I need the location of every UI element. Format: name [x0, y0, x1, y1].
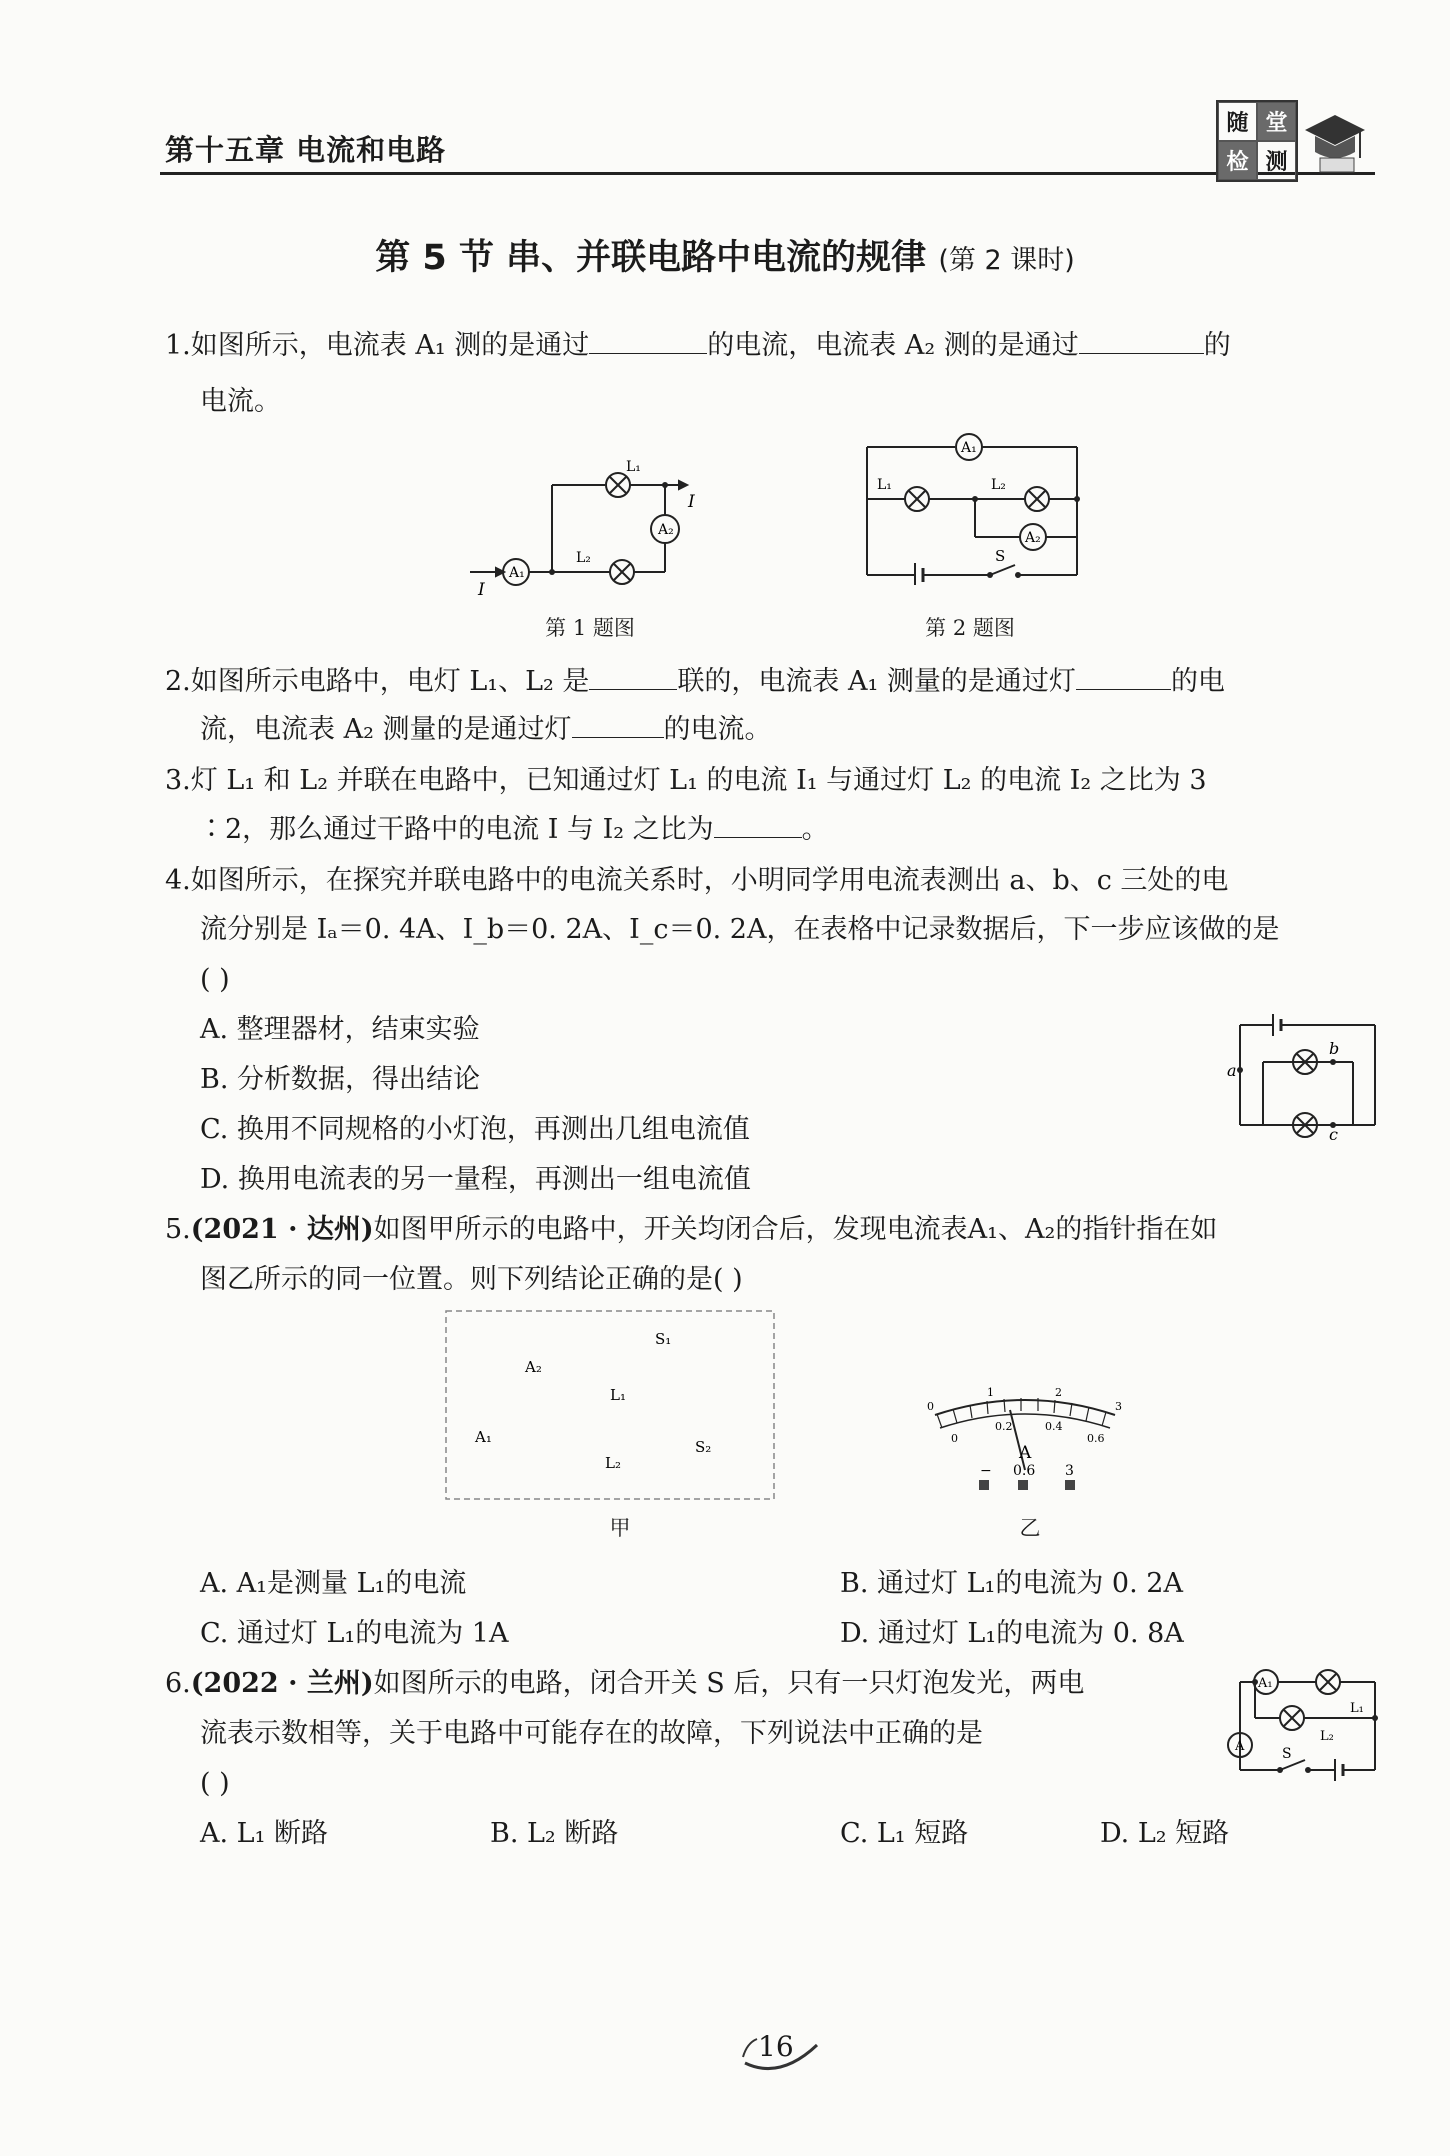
switch-label: S: [1282, 1746, 1292, 1762]
dial-tick: 1: [987, 1386, 994, 1399]
question-2-continued: [200, 706, 1420, 754]
question-1: [165, 322, 1385, 370]
current-label: I: [688, 492, 695, 512]
question-text: 如图所示，在探究并联电路中的电流关系时，小明同学用电流表测出 a、b、c 三处的电: [190, 865, 1229, 896]
option-a[interactable]: A. A₁是测量 L₁的电流: [200, 1568, 467, 1599]
figure-5-jia-apparatus: [445, 1310, 775, 1500]
question-text: 联的，电流表 A₁ 测量的是通过灯: [677, 666, 1076, 697]
question-5-line2: 图乙所示的同一位置。则下列结论正确的是( ): [200, 1264, 743, 1295]
question-text: 如图所示电路中，电灯 L₁、L₂ 是: [190, 666, 590, 697]
ammeter-label: A₁: [961, 440, 977, 456]
badge-char: 测: [1257, 141, 1296, 180]
question-text: 的电流。: [663, 714, 772, 745]
question-text: ∶2，那么通过干路中的电流 I 与 I₂ 之比为: [198, 814, 714, 845]
ammeter-label: A₂: [1025, 530, 1041, 546]
question-4: [165, 857, 1385, 905]
figure-1-circuit: [460, 455, 720, 605]
switch-label: S: [995, 547, 1006, 565]
lamp-label: L₁: [610, 1386, 626, 1404]
question-number: 6.: [165, 1668, 191, 1699]
point-label: b: [1329, 1039, 1340, 1058]
ammeter-label: A₁: [1258, 1676, 1273, 1691]
question-number: 3.: [165, 765, 191, 796]
question-3-continued: [198, 806, 1418, 854]
option-c[interactable]: C. L₁ 短路: [840, 1818, 969, 1849]
question-text: 如图所示的电路，闭合开关 S 后，只有一只灯泡发光，两电: [373, 1668, 1085, 1699]
option-b[interactable]: B. 分析数据，得出结论: [200, 1064, 481, 1095]
answer-blank[interactable]: [589, 323, 707, 354]
lamp-label: L₂: [576, 550, 591, 566]
question-text: 如图所示，电流表 A₁ 测的是通过: [190, 330, 590, 361]
page-number: 16: [758, 2030, 794, 2063]
question-source: (2021 · 达州): [190, 1214, 374, 1245]
option-a[interactable]: A. L₁ 断路: [200, 1818, 328, 1849]
figure-1-caption: 第 1 题图: [545, 616, 635, 640]
switch-label: S₁: [655, 1330, 672, 1348]
figure-6-circuit: [1220, 1660, 1390, 1785]
point-label: a: [1227, 1061, 1237, 1080]
option-b[interactable]: B. L₂ 断路: [490, 1818, 619, 1849]
point-label: c: [1329, 1125, 1338, 1140]
option-d[interactable]: D. L₂ 短路: [1100, 1818, 1230, 1849]
option-c[interactable]: C. 通过灯 L₁的电流为 1A: [200, 1618, 509, 1649]
current-label: I: [478, 580, 485, 600]
question-5: [165, 1206, 1385, 1254]
dial-tick: 3: [1115, 1400, 1122, 1413]
question-6-line2: 流表示数相等，关于电路中可能存在的故障，下列说法中正确的是: [200, 1718, 983, 1749]
answer-paren: ( ): [200, 964, 230, 995]
answer-blank[interactable]: [714, 807, 802, 838]
option-b[interactable]: B. 通过灯 L₁的电流为 0. 2A: [840, 1568, 1183, 1599]
figure-2-caption: 第 2 题图: [925, 616, 1015, 640]
badge-char: 堂: [1257, 102, 1296, 141]
terminal-label: 0.6: [1013, 1463, 1036, 1479]
lamp-label: L₁: [1350, 1701, 1364, 1716]
chapter-heading: 第十五章 电流和电路: [165, 133, 447, 167]
question-number: 5.: [165, 1214, 191, 1245]
question-text: 。: [801, 814, 829, 845]
dial-tick: 2: [1055, 1386, 1062, 1399]
lamp-label: L₁: [626, 459, 641, 475]
section-title-main: 第 5 节 串、并联电路中电流的规律: [375, 238, 927, 278]
answer-blank[interactable]: [589, 659, 677, 690]
option-c[interactable]: C. 换用不同规格的小灯泡，再测出几组电流值: [200, 1114, 750, 1145]
question-number: 4.: [165, 865, 191, 896]
figure-5-jia-caption: 甲: [609, 1516, 631, 1540]
section-badge: [1216, 100, 1298, 182]
badge-char: 随: [1218, 102, 1257, 141]
terminal-label: −: [980, 1463, 992, 1479]
option-d[interactable]: D. 换用电流表的另一量程，再测出一组电流值: [200, 1164, 751, 1195]
dial-tick: 0.4: [1045, 1420, 1063, 1433]
question-text: 的电: [1170, 666, 1225, 697]
section-title-sub: (第 2 课时): [938, 245, 1075, 276]
question-text: 的电流，电流表 A₂ 测的是通过: [707, 330, 1079, 361]
answer-blank[interactable]: [1079, 323, 1204, 354]
question-number: 2.: [165, 666, 191, 697]
dial-unit: A: [1019, 1443, 1032, 1463]
figure-2-circuit: [855, 425, 1095, 585]
question-source: (2022 · 兰州): [190, 1668, 374, 1699]
question-6: [165, 1660, 1225, 1708]
terminal-label: 3: [1065, 1463, 1074, 1479]
question-text: 灯 L₁ 和 L₂ 并联在电路中，已知通过灯 L₁ 的电流 I₁ 与通过灯 L₂ 的电流 I₂ 之比为 3: [190, 765, 1207, 796]
figure-5-yi-caption: 乙: [1019, 1516, 1041, 1540]
graduation-cap-icon: [1300, 100, 1370, 180]
question-text: 流，电流表 A₂ 测量的是通过灯: [200, 714, 572, 745]
ammeter-label: A₂: [658, 522, 674, 538]
switch-label: S₂: [695, 1438, 712, 1456]
dial-tick: 0: [927, 1400, 934, 1413]
lamp-label: L₂: [1320, 1729, 1334, 1744]
option-d[interactable]: D. 通过灯 L₁的电流为 0. 8A: [840, 1618, 1184, 1649]
option-a[interactable]: A. 整理器材，结束实验: [200, 1014, 480, 1045]
question-number: 1.: [165, 330, 191, 361]
answer-paren: ( ): [200, 1768, 230, 1799]
dial-tick: 0.6: [1087, 1432, 1105, 1445]
ammeter-label: A₁: [475, 1428, 492, 1446]
answer-blank[interactable]: [1076, 659, 1171, 690]
question-3: [165, 757, 1385, 805]
lamp-label: L₁: [877, 477, 892, 493]
question-text: 如图甲所示的电路中，开关均闭合后，发现电流表A₁、A₂的指针指在如: [373, 1214, 1218, 1245]
badge-char: 检: [1218, 141, 1257, 180]
header-rule: [160, 172, 1375, 175]
dial-tick: 0: [951, 1432, 958, 1445]
ammeter-label: A₂: [525, 1358, 542, 1376]
dial-tick: 0.2: [995, 1420, 1013, 1433]
question-4-line2: 流分别是 Iₐ＝0. 4A、I_b＝0. 2A、I_c＝0. 2A，在表格中记录数据后，下一步应该做的是: [200, 914, 1280, 945]
question-1-continued: 电流。: [200, 386, 281, 417]
ammeter-label: A₁: [509, 565, 525, 581]
figure-5-yi-ammeter-dial: [915, 1370, 1135, 1495]
answer-blank[interactable]: [572, 707, 664, 738]
question-text: 的: [1203, 330, 1231, 361]
lamp-label: L₂: [991, 477, 1006, 493]
section-title: [0, 230, 1450, 280]
lamp-label: L₂: [605, 1454, 621, 1472]
ammeter-label: A: [1235, 1739, 1245, 1754]
question-2: [165, 658, 1385, 706]
figure-4-circuit: [1225, 1010, 1385, 1140]
